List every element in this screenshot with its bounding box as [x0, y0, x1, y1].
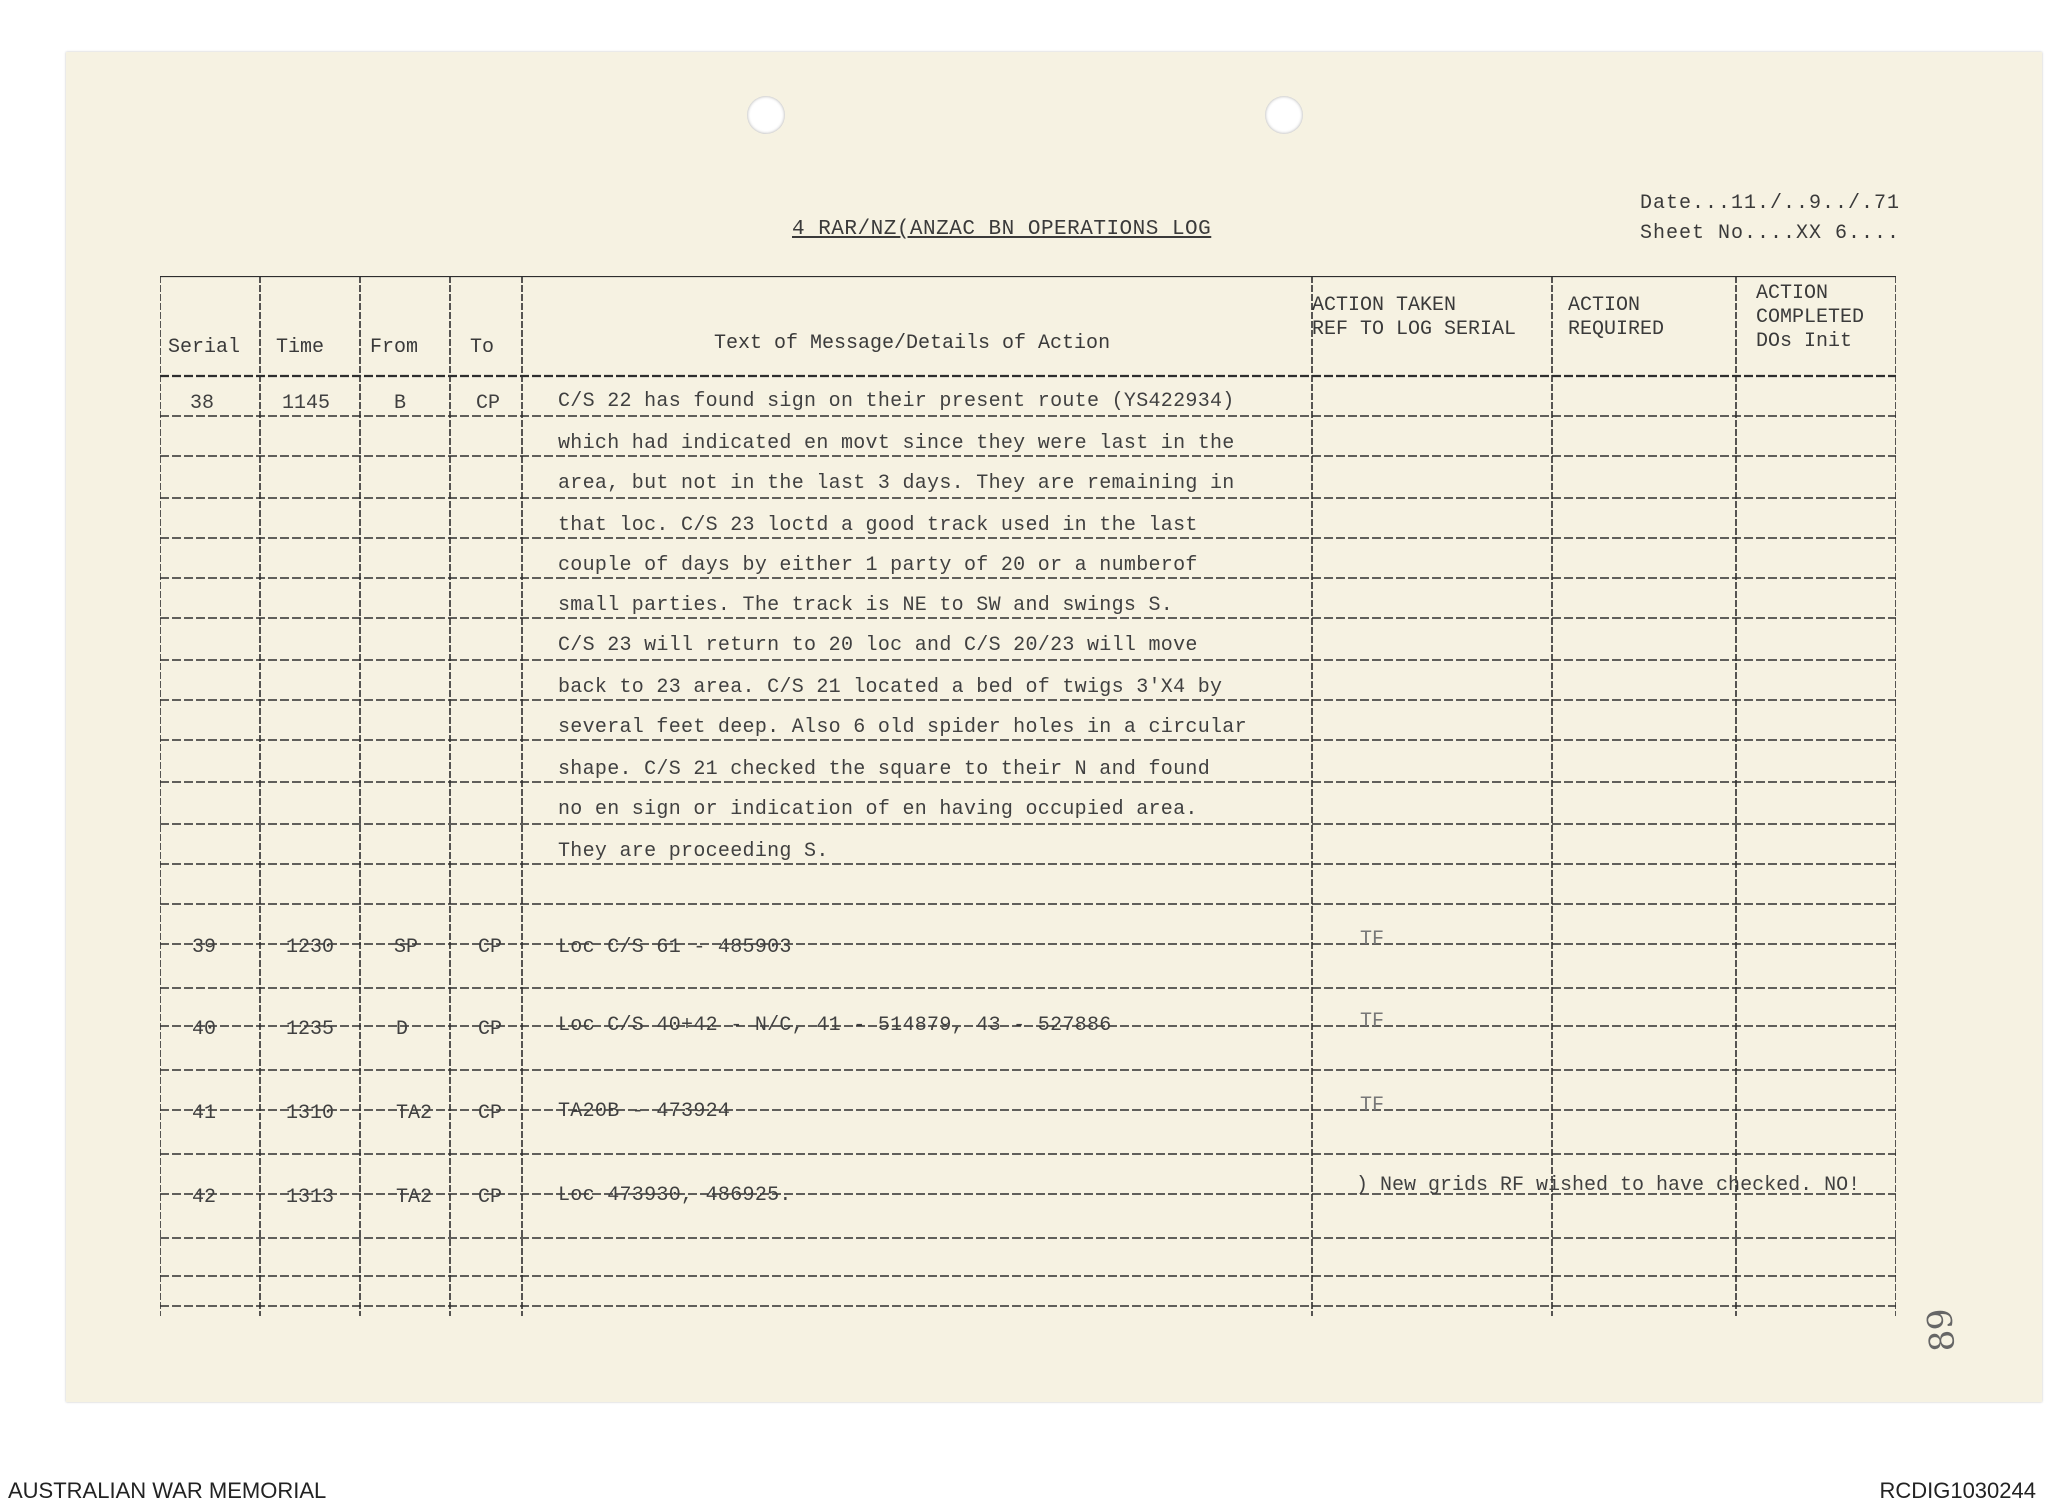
header-action-taken-line-1: ACTION TAKEN [1312, 294, 1457, 317]
message-line: several feet deep. Also 6 old spider holes in a circular [558, 716, 1247, 739]
header-action-completed-line-3: DOs Init [1756, 330, 1853, 353]
header-action-completed-line-1: ACTION [1756, 282, 1829, 305]
action-taken-initials: TF [1360, 1094, 1385, 1117]
action-taken-initials: TF [1360, 928, 1385, 951]
message-line: They are proceeding S. [558, 840, 829, 863]
message-line: small parties. The track is NE to SW and swings S. [558, 594, 1174, 617]
message-line: that loc. C/S 23 loctd a good track used in the last [558, 514, 1198, 537]
date-line [1640, 192, 1900, 215]
sheet-label: Sheet No.... [1640, 222, 1797, 245]
punch-hole-right [1265, 96, 1303, 134]
sheet-value: XX 6.... [1796, 222, 1901, 245]
message-line: couple of days by either 1 party of 20 or a numberof [558, 554, 1198, 577]
header-action-required-line-1: ACTION [1568, 294, 1641, 317]
header-from: From [370, 336, 419, 359]
serial-cell: 40 [192, 1018, 217, 1041]
header-action-completed-line-2: COMPLETED [1756, 306, 1865, 329]
action-taken-initials: TF [1360, 1010, 1385, 1033]
message-line: which had indicated en movt since they were last in the [558, 432, 1235, 455]
header-action-taken [1312, 294, 1516, 342]
operations-log-table [160, 276, 1896, 1338]
time-cell: 1235 [286, 1018, 335, 1041]
from-cell: TA2 [396, 1102, 433, 1125]
header-action-taken-line-2: REF TO LOG SERIAL [1312, 318, 1517, 341]
message-line: C/S 23 will return to 20 loc and C/S 20/23 will move [558, 634, 1198, 657]
to-cell: CP [478, 936, 503, 959]
from-cell: B [394, 392, 407, 415]
punch-hole-left [747, 96, 785, 134]
message-line: C/S 22 has found sign on their present route (YS422934) [558, 390, 1235, 413]
sheet-line [1640, 222, 1900, 245]
header-to: To [470, 336, 495, 359]
message-line: area, but not in the last 3 days. They are remaining in [558, 472, 1235, 495]
to-cell: CP [478, 1102, 503, 1125]
message-line: TA20B - 473924 [558, 1100, 731, 1123]
message-line: shape. C/S 21 checked the square to their N and found [558, 758, 1211, 781]
header-action-completed [1756, 282, 1864, 354]
time-cell: 1230 [286, 936, 335, 959]
header-serial: Serial [168, 336, 241, 359]
header-text: Text of Message/Details of Action [714, 332, 1111, 355]
serial-cell: 42 [192, 1186, 217, 1209]
date-label: Date... [1640, 192, 1732, 215]
serial-cell: 38 [190, 392, 215, 415]
footer-archive-name: AUSTRALIAN WAR MEMORIAL [8, 1478, 327, 1503]
header-action-required [1568, 294, 1664, 342]
serial-cell: 39 [192, 936, 217, 959]
date-value: 11./..9../.71 [1731, 192, 1901, 215]
from-cell: TA2 [396, 1186, 433, 1209]
pencil-folio-number: 89 [1919, 1306, 1964, 1354]
time-cell: 1310 [286, 1102, 335, 1125]
message-line: no en sign or indication of en having occupied area. [558, 798, 1198, 821]
message-line: Loc C/S 40+42 - N/C, 41 - 514879, 43 - 527886 [558, 1014, 1112, 1037]
to-cell: CP [478, 1186, 503, 1209]
to-cell: CP [476, 392, 501, 415]
header-action-required-line-2: REQUIRED [1568, 318, 1665, 341]
to-cell: CP [478, 1018, 503, 1041]
document-title: 4 RAR/NZ(ANZAC BN OPERATIONS LOG [792, 218, 1212, 241]
message-line: back to 23 area. C/S 21 located a bed of twigs 3'X4 by [558, 676, 1223, 699]
action-note: ) New grids RF wished to have checked. NO! [1356, 1174, 1861, 1197]
header-time: Time [276, 336, 325, 359]
message-line: Loc 473930, 486925. [558, 1184, 792, 1207]
message-line: Loc C/S 61 - 485903 [558, 936, 792, 959]
from-cell: SP [394, 936, 419, 959]
from-cell: D [396, 1018, 409, 1041]
serial-cell: 41 [192, 1102, 217, 1125]
time-cell: 1313 [286, 1186, 335, 1209]
time-cell: 1145 [282, 392, 331, 415]
footer-record-id: RCDIG1030244 [1879, 1478, 2036, 1503]
